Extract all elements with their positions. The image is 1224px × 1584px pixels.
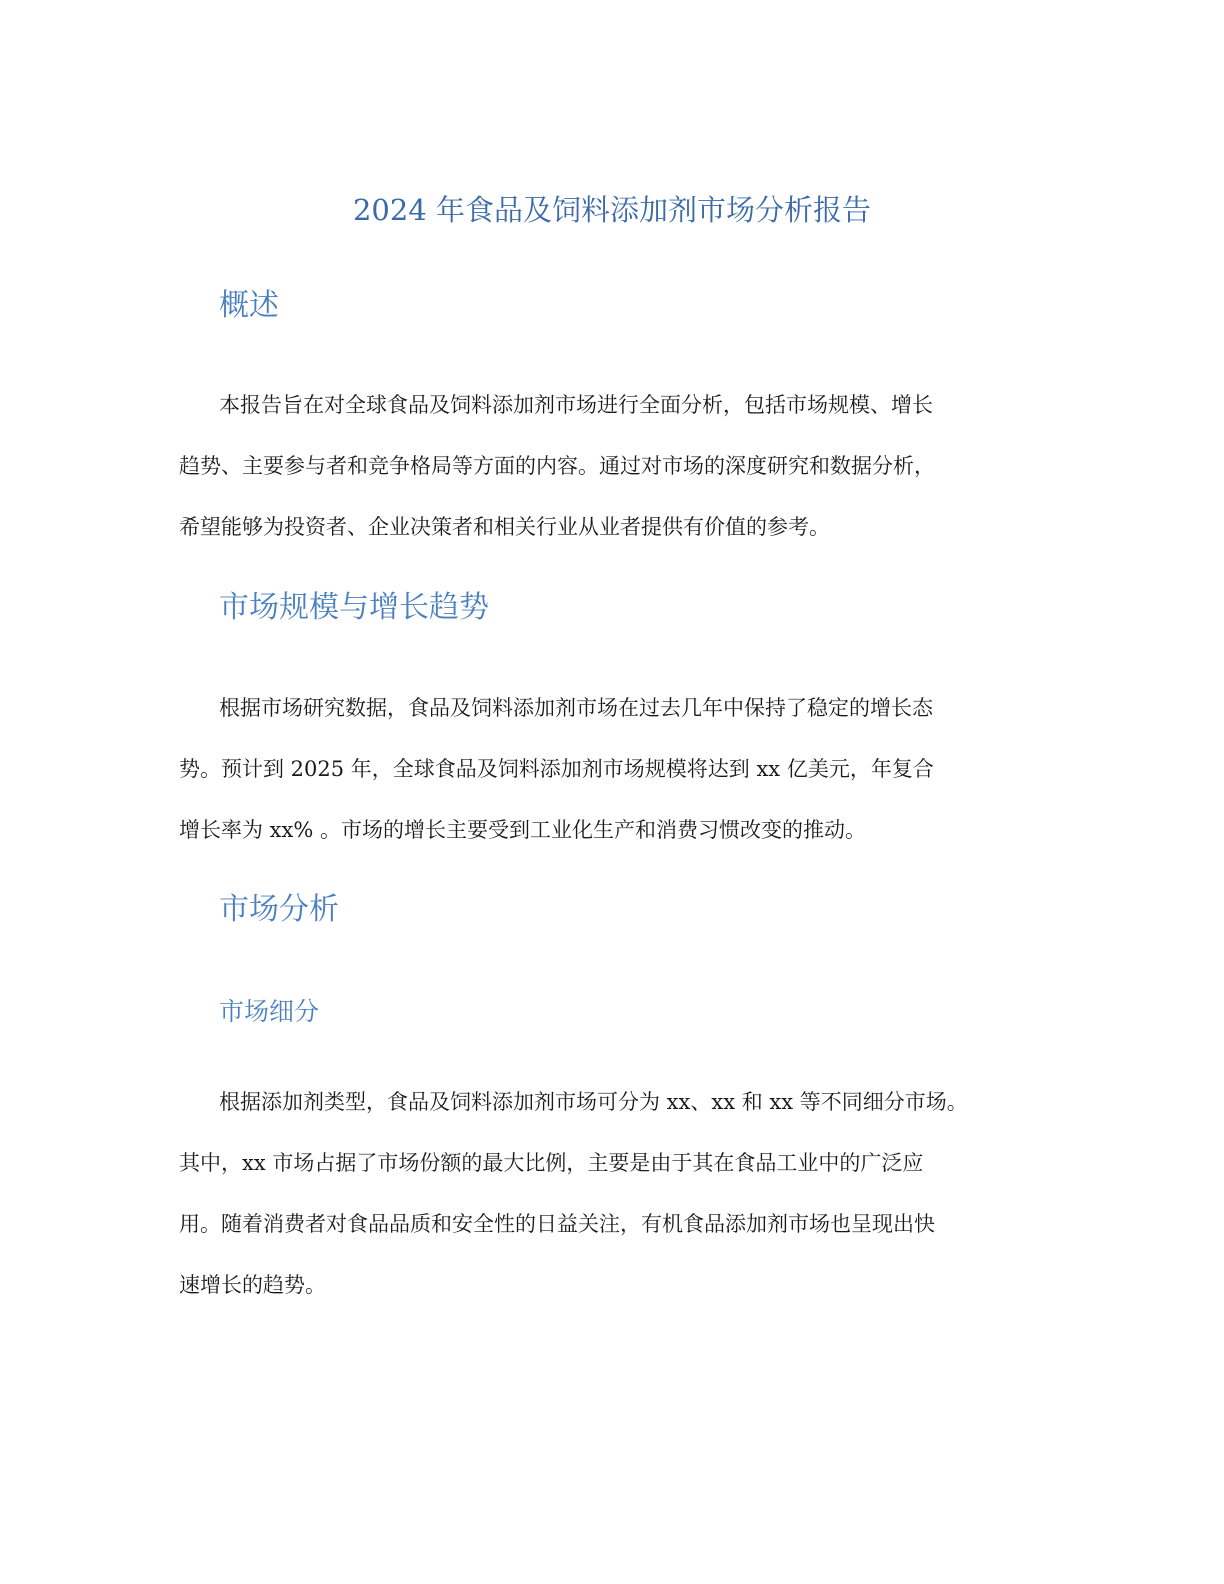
heading-market-size: 市场规模与增长趋势	[219, 590, 489, 625]
paragraph-line: 其中，xx 市场占据了市场份额的最大比例，主要是由于其在食品工业中的广泛应	[179, 1151, 924, 1175]
paragraph-line: 希望能够为投资者、企业决策者和相关行业从业者提供有价值的参考。	[179, 515, 830, 539]
paragraph-line: 势。预计到 2025 年，全球食品及饲料添加剂市场规模将达到 xx 亿美元，年复合	[179, 757, 934, 781]
subheading-market-segmentation: 市场细分	[219, 997, 320, 1026]
paragraph-line: 根据市场研究数据，食品及饲料添加剂市场在过去几年中保持了稳定的增长态	[219, 696, 933, 720]
paragraph-line: 本报告旨在对全球食品及饲料添加剂市场进行全面分析，包括市场规模、增长	[219, 393, 933, 417]
paragraph-overview	[179, 375, 1049, 558]
paragraph-line: 增长率为 xx% 。市场的增长主要受到工业化生产和消费习惯改变的推动。	[179, 818, 866, 842]
paragraph-market-size	[179, 678, 1049, 861]
document-title: 2024 年食品及饲料添加剂市场分析报告	[352, 193, 872, 227]
paragraph-line: 趋势、主要参与者和竞争格局等方面的内容。通过对市场的深度研究和数据分析，	[179, 454, 935, 478]
paragraph-line: 用。随着消费者对食品品质和安全性的日益关注，有机食品添加剂市场也呈现出快	[179, 1212, 935, 1236]
heading-market-analysis: 市场分析	[219, 892, 339, 927]
paragraph-market-segmentation	[179, 1072, 1049, 1316]
paragraph-line: 速增长的趋势。	[179, 1273, 326, 1297]
heading-overview: 概述	[219, 288, 279, 323]
paragraph-line: 根据添加剂类型，食品及饲料添加剂市场可分为 xx、xx 和 xx 等不同细分市场。	[219, 1090, 968, 1114]
